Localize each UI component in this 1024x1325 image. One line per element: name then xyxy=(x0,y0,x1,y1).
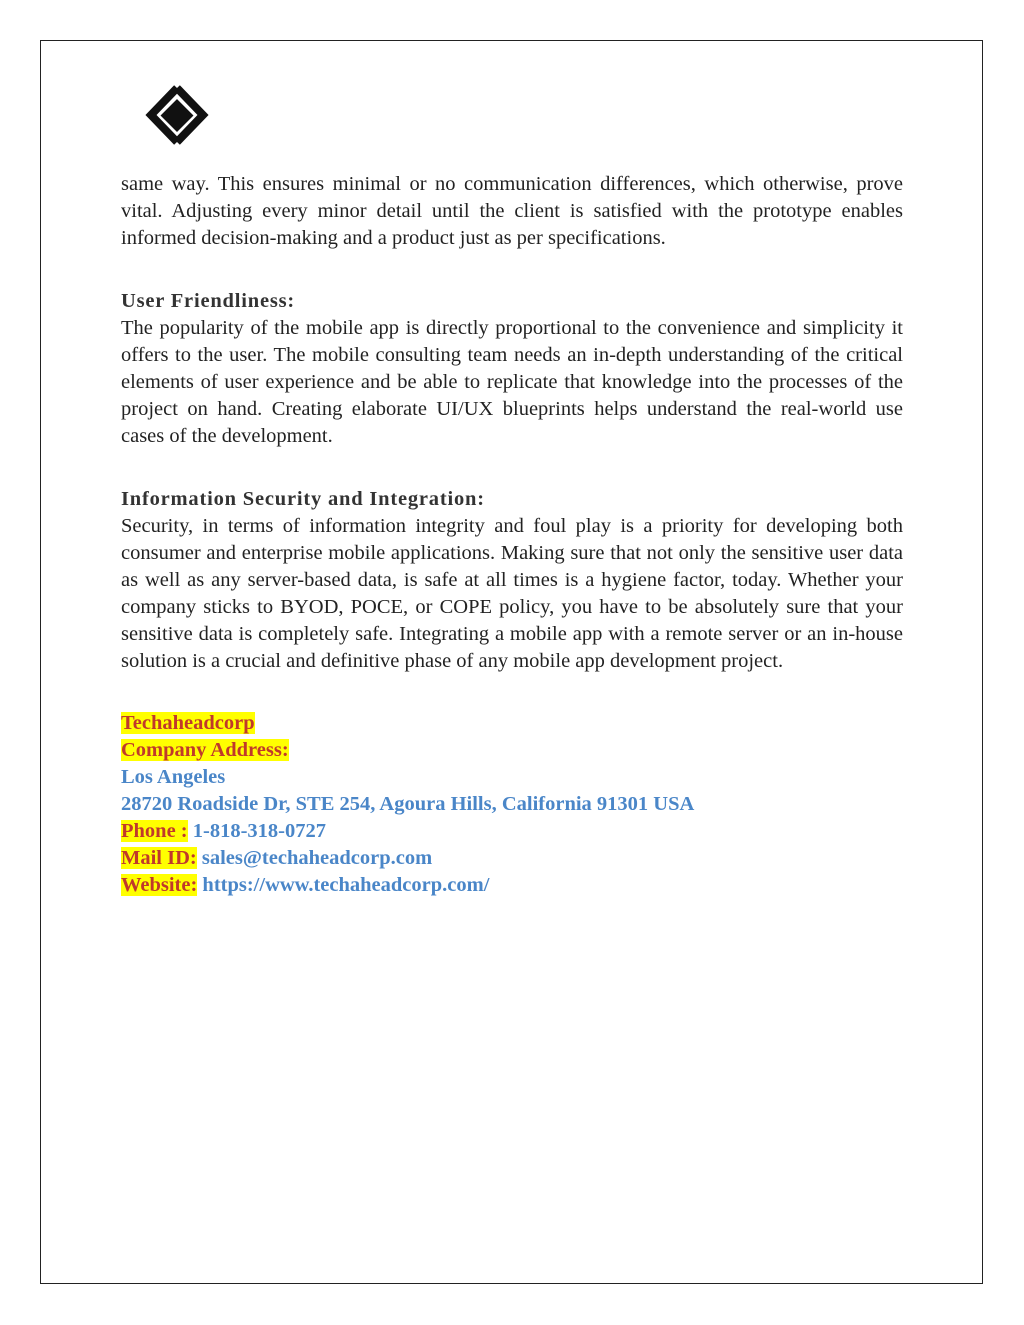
street-address: 28720 Roadside Dr, STE 254, Agoura Hills, California 91301 USA xyxy=(121,793,695,815)
mail-label: Mail ID: xyxy=(121,847,197,869)
phone-number: 1-818-318-0727 xyxy=(192,820,326,842)
city-text: Los Angeles xyxy=(121,766,226,788)
section-body: The popularity of the mobile app is directly proportional to the convenience and simplicity it offers to the user. The mobile consulting team needs an in-depth understanding of the critical elements of user experience and be able to replicate that knowledge into the processes of the project on hand. Creating elaborate UI/UX blueprints helps understand the real-world use cases of the development. xyxy=(121,317,903,447)
intro-paragraph: same way. This ensures minimal or no communication differences, which otherwise, prove vital. Adjusting every minor detail until the client is satisfied with the prototype enables informed decision-making and a product just as per specifications. xyxy=(121,173,903,249)
section-user-friendliness xyxy=(121,288,903,450)
phone-label: Phone : xyxy=(121,820,188,842)
section-body: Security, in terms of information integrity and foul play is a priority for developing both consumer and enterprise mobile applications. Making sure that not only the sensitive user data as well as any server-based data, is safe at all times is a hygiene factor, today. Whether your company sticks to BYOD, POCE, or COPE policy, you have to be absolutely sure that your sensitive data is completely safe. Integrating a mobile app with a remote server or an in-house solution is a crucial and definitive phase of any mobile app development project. xyxy=(121,515,903,672)
document-body xyxy=(121,171,903,899)
section-information-security xyxy=(121,486,903,675)
diamond-logo-icon xyxy=(137,82,217,148)
contact-block xyxy=(121,710,903,899)
mail-address: sales@techaheadcorp.com xyxy=(201,847,433,869)
website-label: Website: xyxy=(121,874,198,896)
company-name: Techaheadcorp xyxy=(121,712,255,734)
section-heading: User Friendliness: xyxy=(121,290,296,312)
address-label: Company Address: xyxy=(121,739,289,761)
section-heading: Information Security and Integration: xyxy=(121,488,485,510)
website-link[interactable]: https://www.techaheadcorp.com/ xyxy=(202,874,490,896)
